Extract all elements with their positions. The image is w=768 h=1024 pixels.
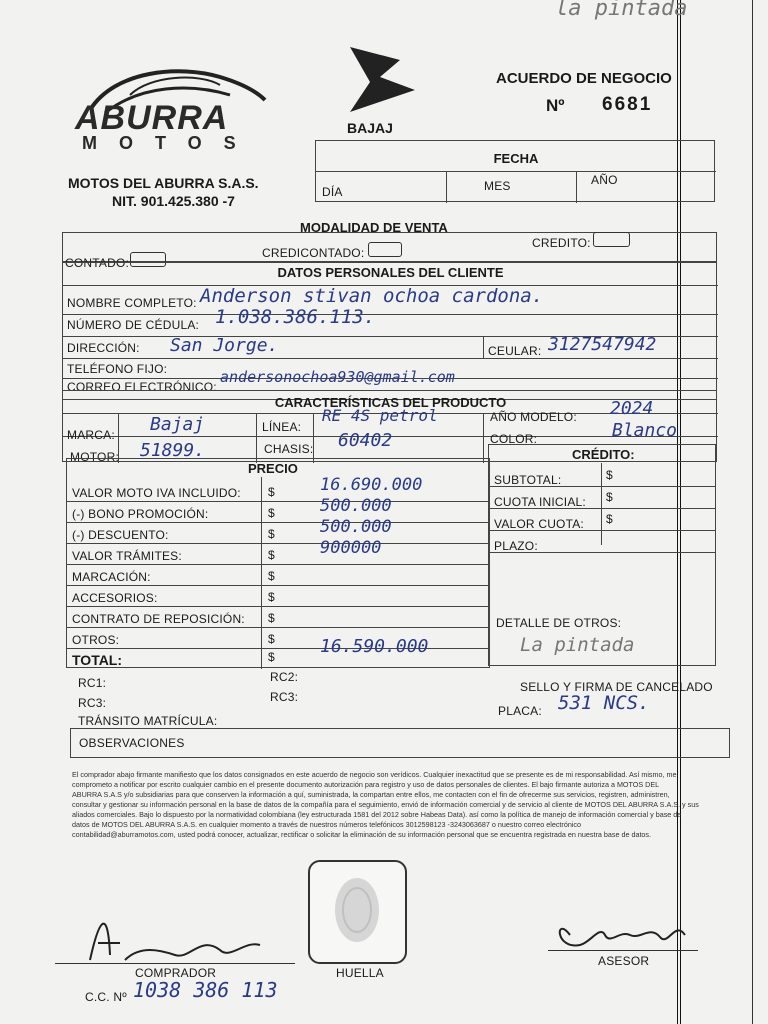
precio-row-currency: $ bbox=[268, 611, 275, 625]
total-value[interactable]: 16.590.000 bbox=[320, 636, 429, 657]
doc-number-label: Nº bbox=[546, 96, 565, 115]
observaciones-label: OBSERVACIONES bbox=[79, 736, 185, 750]
detalle-otros-label: DETALLE DE OTROS: bbox=[496, 616, 622, 630]
legal-line: consultar y gestionar su información personal en la base de datos de la compañía para el seguimiento, envió de información comercial y de servicio al cliente de MOTOS DEL ABURRA S.A.S. y sus bbox=[72, 800, 699, 809]
cedula-value[interactable]: 1.038.386.113. bbox=[215, 306, 376, 328]
detalle-otros-value[interactable]: La pintada bbox=[520, 634, 635, 656]
precio-row-value[interactable]: 500.000 bbox=[320, 517, 392, 537]
bajaj-name: BAJAJ bbox=[347, 120, 393, 136]
contado-label: CONTADO: bbox=[65, 256, 130, 270]
legal-line: datos de MOTOS DEL ABURRA S.A.S. en cualquier momento a través de nuestros números telefónicos 3012598123 -3243063687 o nuestro correo electrónico bbox=[72, 820, 582, 829]
nombre-value[interactable]: Anderson stivan ochoa cardona. bbox=[200, 285, 544, 307]
legal-line: comprometo a notificar por escrito cualquier cambio en el presente documento autorización para registro y uso de datos personales de clientes. El bajo firmante autoriza a MOTOS DEL bbox=[72, 780, 660, 789]
precio-row-divider bbox=[66, 585, 490, 586]
celular-value[interactable]: 3127547942 bbox=[548, 334, 657, 355]
legal-line: El comprador abajo firmante manifiesto que los datos consignados en este acuerdo de negocio son verídicos. Cualquier inexactitud que se presente es de mi responsabilidad. Así mismo, me bbox=[72, 770, 677, 779]
precio-row-divider bbox=[66, 564, 490, 565]
credito-row-label: CUOTA INICIAL: bbox=[494, 495, 586, 509]
color-value[interactable]: Blanco bbox=[612, 420, 678, 441]
precio-row-divider bbox=[66, 522, 490, 523]
precio-row-divider bbox=[66, 627, 490, 628]
aburra-logo bbox=[70, 55, 275, 160]
placa-value[interactable]: 531 NCS. bbox=[558, 692, 650, 714]
fecha-dia[interactable]: DÍA bbox=[322, 185, 343, 199]
legal-text bbox=[72, 770, 736, 840]
precio-row-value[interactable]: 16.690.000 bbox=[320, 475, 423, 495]
precio-row-label: (-) BONO PROMOCIÓN: bbox=[72, 507, 209, 521]
margin-rule bbox=[752, 0, 753, 1024]
color-label: COLOR: bbox=[490, 432, 538, 446]
precio-row-currency: $ bbox=[268, 485, 275, 499]
credito-row-currency: $ bbox=[606, 512, 613, 526]
motor-value[interactable]: 51899. bbox=[140, 440, 206, 461]
telefono-label: TELÉFONO FIJO: bbox=[67, 362, 168, 376]
huella-box bbox=[308, 860, 407, 964]
cliente-title: DATOS PERSONALES DEL CLIENTE bbox=[277, 265, 504, 280]
motor-label: MOTOR: bbox=[70, 450, 119, 464]
direccion-value[interactable]: San Jorge. bbox=[170, 335, 279, 356]
legal-line: contabilidad@aburramotos.com, usted podrá conocer, actualizar, rectificar o solicitar la eliminación de su información personal que se encuentra registrada en nuestra base de datos. bbox=[72, 830, 652, 839]
asesor-label: ASESOR bbox=[598, 954, 650, 968]
total-currency: $ bbox=[268, 650, 275, 664]
credito-label: CREDITO: bbox=[532, 236, 591, 250]
corner-note: la pintada bbox=[555, 0, 688, 21]
precio-row-currency: $ bbox=[268, 590, 275, 604]
comprador-label: COMPRADOR bbox=[135, 966, 217, 980]
correo-value[interactable]: andersonochoa930@gmail.com bbox=[220, 368, 455, 386]
producto-title: CARACTERÍSTICAS DEL PRODUCTO bbox=[274, 395, 507, 410]
anio-modelo-label: AÑO MODELO: bbox=[490, 410, 577, 424]
precio-row-divider bbox=[66, 606, 490, 607]
cc-label: C.C. Nº bbox=[85, 990, 127, 1004]
cedula-label: NÚMERO DE CÉDULA: bbox=[67, 318, 200, 332]
placa-label: PLACA: bbox=[498, 704, 542, 718]
credicontado-label: CREDICONTADO: bbox=[262, 246, 365, 260]
credito-row-currency: $ bbox=[606, 490, 613, 504]
precio-row-currency: $ bbox=[268, 548, 275, 562]
bajaj-emblem-icon bbox=[345, 42, 425, 117]
comprador-signature bbox=[80, 905, 280, 970]
nombre-label: NOMBRE COMPLETO: bbox=[67, 296, 197, 310]
precio-row-label: CONTRATO DE REPOSICIÓN: bbox=[72, 612, 245, 626]
bajaj-logo bbox=[345, 42, 435, 142]
brand-name: ABURRA bbox=[75, 99, 229, 137]
rc3-label: RC3: bbox=[78, 696, 107, 710]
precio-row-currency: $ bbox=[268, 632, 275, 646]
marca-label: MARCA: bbox=[67, 428, 115, 442]
brand-sub: MOTOS bbox=[82, 133, 258, 153]
credito-checkbox[interactable] bbox=[593, 232, 630, 247]
precio-title: PRECIO bbox=[248, 461, 298, 476]
precio-row-value[interactable]: 500.000 bbox=[320, 496, 392, 516]
precio-row-label: MARCACIÓN: bbox=[72, 570, 151, 584]
credito-row-currency: $ bbox=[606, 468, 613, 482]
company-nit: NIT. 901.425.380 -7 bbox=[112, 193, 235, 209]
credicontado-checkbox[interactable] bbox=[368, 242, 402, 257]
doc-title: ACUERDO DE NEGOCIO bbox=[496, 70, 672, 87]
precio-row-divider bbox=[66, 543, 490, 544]
precio-row-currency: $ bbox=[268, 527, 275, 541]
asesor-signature bbox=[550, 905, 700, 960]
celular-label: CEULAR: bbox=[488, 344, 542, 358]
huella-label: HUELLA bbox=[336, 966, 384, 980]
credito-row-label: SUBTOTAL: bbox=[494, 473, 562, 487]
rc2-label: RC2: bbox=[270, 670, 299, 684]
credito-row-label: PLAZO: bbox=[494, 539, 538, 553]
legal-line: ABURRA S.A.S y/o subsidiarias para que conserven la información a quí, suministrada, la compartan entre ellos, me contacten con el fin de ofrecerme sus servicios, registren, administren, bbox=[72, 790, 670, 799]
precio-row-currency: $ bbox=[268, 506, 275, 520]
rc3-label-2: RC3: bbox=[270, 690, 299, 704]
modalidad-title: MODALIDAD DE VENTA bbox=[300, 220, 448, 235]
correo-label: CORREO ELECTRÓNICO: bbox=[67, 380, 217, 394]
rc1-label: RC1: bbox=[78, 676, 107, 690]
precio-row-label: OTROS: bbox=[72, 633, 120, 647]
chasis-label: CHASIS: bbox=[264, 442, 314, 456]
credito-row-label: VALOR CUOTA: bbox=[494, 517, 584, 531]
direccion-label: DIRECCIÓN: bbox=[67, 341, 140, 355]
anio-modelo-value[interactable]: 2024 bbox=[610, 398, 654, 419]
credito-title: CRÉDITO: bbox=[572, 447, 635, 462]
legal-line: aliados comerciales. Bajo lo dispuesto por la normatividad colombiana (ley estructurada 1581 del 2012 sobre Habeas Data). así como la política de manejo de información comercial y base de bbox=[72, 810, 682, 819]
fingerprint-icon bbox=[310, 862, 405, 962]
precio-row-label: ACCESORIOS: bbox=[72, 591, 158, 605]
cc-value[interactable]: 1038 386 113 bbox=[133, 978, 278, 1002]
marca-value[interactable]: Bajaj bbox=[150, 414, 205, 435]
precio-row-label: VALOR TRÁMITES: bbox=[72, 549, 182, 563]
transito-label: TRÁNSITO MATRÍCULA: bbox=[78, 714, 218, 728]
linea-value[interactable]: RE 4S petrol bbox=[322, 406, 438, 425]
doc-number: 6681 bbox=[602, 94, 653, 115]
total-label: TOTAL: bbox=[72, 652, 123, 668]
fecha-title: FECHA bbox=[493, 151, 539, 166]
precio-row-currency: $ bbox=[268, 569, 275, 583]
observaciones-box[interactable] bbox=[70, 728, 730, 758]
precio-row-label: VALOR MOTO IVA INCLUIDO: bbox=[72, 486, 241, 500]
chasis-value[interactable]: 60402 bbox=[338, 430, 393, 451]
precio-row-value[interactable]: 900000 bbox=[320, 538, 382, 558]
linea-label: LÍNEA: bbox=[262, 420, 302, 434]
fecha-anio[interactable]: AÑO bbox=[591, 173, 618, 187]
fecha-mes[interactable]: MES bbox=[484, 179, 511, 193]
precio-row-label: (-) DESCUENTO: bbox=[72, 528, 169, 542]
precio-row-divider bbox=[66, 501, 490, 502]
fecha-table bbox=[315, 140, 715, 202]
sello-label: SELLO Y FIRMA DE CANCELADO bbox=[520, 680, 713, 694]
company-name: MOTOS DEL ABURRA S.A.S. bbox=[68, 175, 259, 191]
